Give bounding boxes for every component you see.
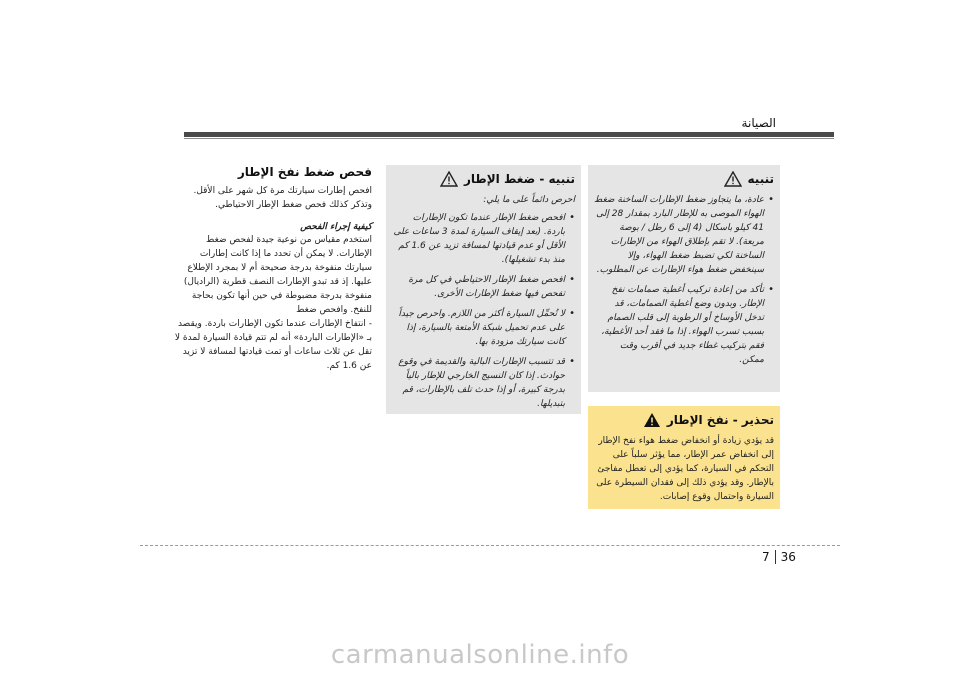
left-column bbox=[172, 165, 372, 373]
notice-bullet: • لا تُحمِّل السيارة أكثر من اللازم. واحرص جيداً على عدم تحميل شبكة الأمتعة بالسيارة، إذا كانت سيارتك مزودة بها. bbox=[392, 307, 575, 349]
page-number bbox=[762, 550, 796, 564]
warning-text: قد يؤدي زيادة أو انخفاض ضغط هواء نفخ الإطار إلى انخفاض عمر الإطار، مما يؤثر سلباً على التحكم في السيارة، كما يؤدي إلى تعطل مفاجئ بالإطار. وقد يؤدي ذلك إلى فقدان السيطرة على السيارة واحتمال وقوع إصابات. bbox=[596, 436, 774, 502]
procedure-note: - انتفاخ الإطارات عندما تكون الإطارات باردة. ويقصد بـ «الإطارات الباردة» أنه لم تتم قيادة السيارة لمدة لا تقل عن ثلاث ساعات أو تمت قيادتها لمسافة لا تزيد عن 1.6 كم. bbox=[174, 319, 372, 371]
notice-bullets bbox=[594, 193, 774, 367]
section-intro: افحص إطارات سيارتك مرة كل شهر على الأقل. وتذكر كذلك فحص ضغط الإطار الاحتياطي. bbox=[193, 186, 372, 210]
tire-pressure-notice-box bbox=[386, 165, 581, 414]
section-header-label: الصيانة bbox=[741, 116, 776, 130]
chapter-number: 7 bbox=[762, 550, 770, 564]
page-number-value: 36 bbox=[780, 550, 796, 564]
header-rule bbox=[184, 132, 834, 137]
right-column bbox=[588, 165, 780, 509]
notice-box-header bbox=[392, 171, 575, 187]
header-rule-thin bbox=[184, 138, 834, 139]
caution-icon bbox=[440, 171, 458, 187]
notice-bullet: • افحص ضغط الإطار عندما تكون الإطارات باردة. (بعد إيقاف السيارة لمدة 3 ساعات على الأقل أو عدم قيادتها لمسافة تزيد عن 1.6 كم منذ بدء تشغيلها). bbox=[392, 211, 575, 267]
warning-box-header bbox=[594, 412, 774, 428]
notice-bullet: • عادة، ما يتجاوز ضغط الإطارات الساخنة ضغط الهواء الموصى به للإطار البارد بمقدار 28 إلى 41 كيلو باسكال (4 إلى 6 رطل / بوصة مربعة). لا تقم بإطلاق الهواء من الإطارات الساخنة لكي تضبط ضغط الهواء، وإلا سينخفض ضغط هواء الإطارات عن المطلوب. bbox=[594, 193, 774, 277]
notice-bullets bbox=[392, 211, 575, 411]
watermark: carmanualsonline.info bbox=[330, 640, 630, 670]
notice-title: تنبيه bbox=[747, 172, 774, 186]
footer-rule bbox=[140, 545, 840, 546]
procedure-title: كيفية إجراء الفحص bbox=[300, 222, 372, 232]
notice-bullet: • تأكد من إعادة تركيب أغطية صمامات نفخ الإطار. وبدون وضع أغطية الصمامات، قد تدخل الأوساخ أو الرطوبة إلى قلب الصمام بسبب تسرب الهواء. إذا ما فقد أحد الأغطية، فقم بتركيب غطاء جديد في أقرب وقت ممكن. bbox=[594, 283, 774, 367]
notice-bullet: • قد تتسبب الإطارات البالية والقديمة في وقوع حوادث. إذا كان النسيج الخارجي للإطار بالياً بدرجة كبيرة، أو إذا حدث تلف بالإطارات، قم بتبديلها. bbox=[392, 355, 575, 411]
notice-box bbox=[588, 165, 780, 392]
middle-column bbox=[386, 165, 581, 414]
section-title: فحص ضغط نفخ الإطار bbox=[237, 165, 372, 179]
warning-box bbox=[588, 406, 780, 509]
notice-intro: احرص دائماً على ما يلي: bbox=[483, 195, 575, 205]
notice-title: تنبيه - ضغط الإطار bbox=[464, 172, 575, 186]
notice-box-header bbox=[594, 171, 774, 187]
notice-bullet: • افحص ضغط الإطار الاحتياطي في كل مرة تفحص فيها ضغط الإطارات الأخرى. bbox=[392, 273, 575, 301]
procedure-text: استخدم مقياس من نوعية جيدة لفحص ضغط الإطارات. لا يمكن أن تحدد ما إذا كانت إطارات سيارتك منفوخة بدرجة صحيحة أم لا بمجرد الإطلاع عليها. إذ قد تبدو الإطارات النصف قطرية (الراديال) منفوخة بدرجة مضبوطة في حين أنها تكون بحاجة للنفخ. وافحص ضغط bbox=[183, 235, 372, 315]
warning-title: تحذير - نفخ الإطار bbox=[666, 413, 774, 427]
caution-icon bbox=[724, 171, 742, 187]
warning-icon bbox=[643, 412, 661, 428]
page-separator bbox=[775, 550, 776, 564]
